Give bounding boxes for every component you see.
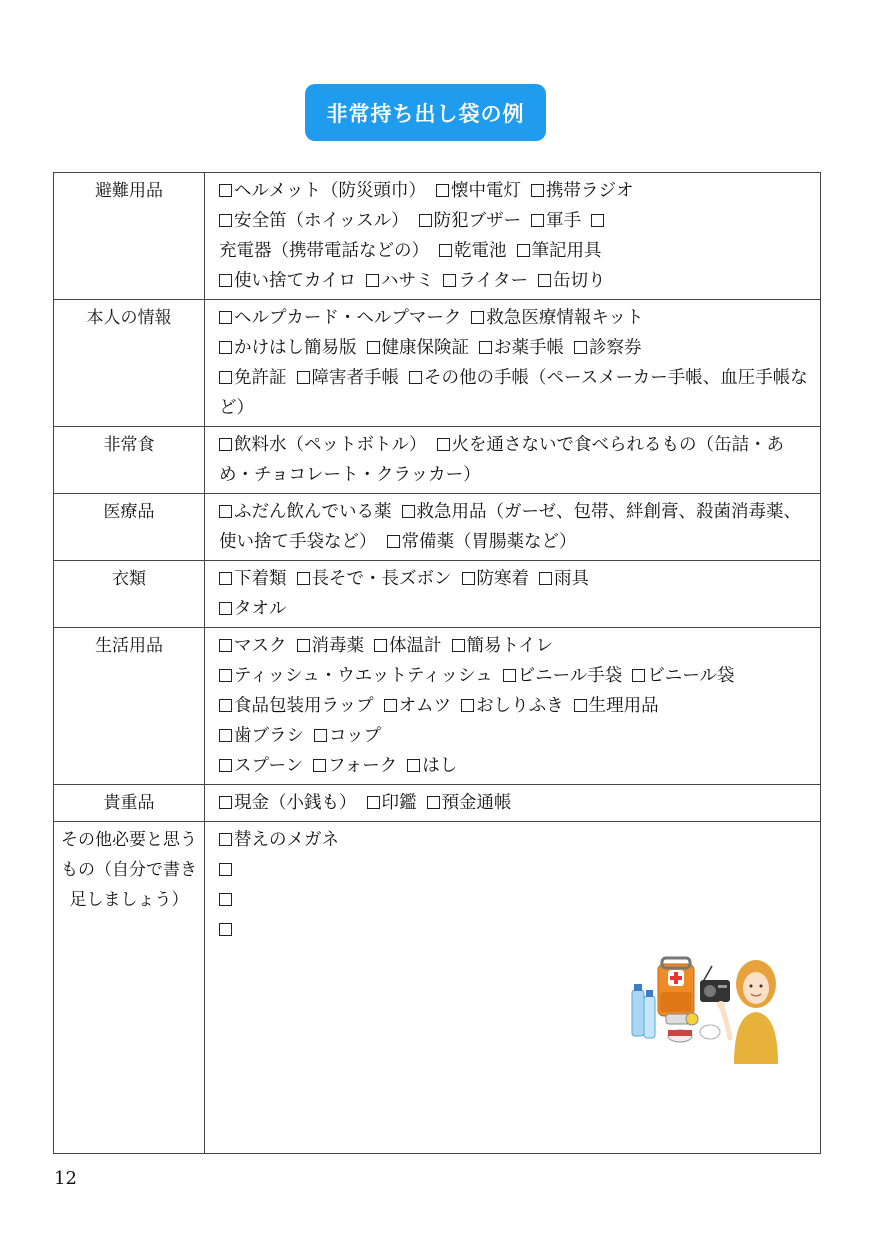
checkbox-icon[interactable] [632,669,645,682]
item-label: ビニール袋 [647,666,735,686]
page-number: 12 [54,1168,77,1189]
item-label: 充電器（携帯電話などの） [219,241,429,261]
item-line [219,631,812,661]
item-label: 筆記用具 [531,241,602,261]
checkbox-icon[interactable] [366,274,379,287]
checkbox-icon[interactable] [384,699,397,712]
item-line [219,594,812,624]
item-line [219,721,812,751]
checkbox-icon[interactable] [219,341,232,354]
item-label: 使い捨てカイロ [234,271,356,291]
checkbox-icon[interactable] [439,244,452,257]
item-label: 歯ブラシ [234,726,304,746]
category-label: 避難用品 [54,173,205,300]
category-label: その他必要と思うもの（自分で書き足しましょう） [54,822,205,1154]
item-line [219,333,812,363]
table-row [54,300,821,427]
item-line [219,363,812,423]
item-label: ヘルメット（防災頭巾） [234,181,426,201]
checkbox-icon[interactable] [297,572,310,585]
item-label: コップ [329,726,382,746]
checkbox-icon[interactable] [591,214,604,227]
item-line [219,497,812,557]
item-label: 雨具 [554,569,589,589]
checkbox-icon[interactable] [219,438,232,451]
checkbox-icon[interactable] [407,759,420,772]
checkbox-icon[interactable] [374,639,387,652]
checkbox-icon[interactable] [462,572,475,585]
checkbox-icon[interactable] [219,505,232,518]
checkbox-icon[interactable] [219,639,232,652]
item-label: 乾電池 [454,241,507,261]
checkbox-icon[interactable] [419,214,432,227]
checkbox-icon[interactable] [219,863,232,876]
category-label: 貴重品 [54,785,205,822]
checkbox-icon[interactable] [517,244,530,257]
checkbox-icon[interactable] [219,184,232,197]
checkbox-icon[interactable] [409,371,422,384]
item-label: はし [422,756,458,776]
item-label: ハサミ [380,271,434,291]
checkbox-icon[interactable] [219,893,232,906]
checkbox-icon[interactable] [479,341,492,354]
item-list [205,785,821,822]
item-label: 体温計 [389,636,442,656]
checkbox-icon[interactable] [471,311,484,324]
item-label: お薬手帳 [494,338,564,358]
item-label: フォーク [328,756,398,776]
item-label: ティッシュ・ウエットティッシュ [234,666,493,686]
item-line [219,788,812,818]
checkbox-icon[interactable] [538,274,551,287]
item-label: 印鑑 [381,793,417,813]
checkbox-icon[interactable] [219,669,232,682]
item-label: ライター [458,271,528,291]
checkbox-icon[interactable] [219,371,232,384]
checkbox-icon[interactable] [219,311,232,324]
checkbox-icon[interactable] [219,602,232,615]
checkbox-icon[interactable] [219,923,232,936]
item-label: 軍手 [546,211,582,231]
checkbox-icon[interactable] [367,796,380,809]
checkbox-icon[interactable] [297,639,310,652]
item-label: 懐中電灯 [450,181,521,201]
item-label: 生理用品 [588,696,659,716]
category-label: 本人の情報 [54,300,205,427]
checkbox-icon[interactable] [367,341,380,354]
item-label: 防犯ブザー [433,211,522,231]
item-line [219,661,812,691]
item-list [205,173,821,300]
category-label: 生活用品 [54,628,205,785]
category-label: 非常食 [54,427,205,494]
checkbox-icon[interactable] [574,341,587,354]
emergency-kit-woman-illustration-icon [630,952,780,1064]
item-label: 預金通帳 [441,793,512,813]
checkbox-icon[interactable] [219,796,232,809]
item-label: 下着類 [234,569,287,589]
item-label: 消毒薬 [311,636,364,656]
checkbox-icon[interactable] [531,214,544,227]
item-label: スプーン [234,756,304,776]
item-label: 防寒着 [476,569,529,589]
item-line [219,751,812,781]
checkbox-icon[interactable] [387,535,400,548]
item-label: 替えのメガネ [234,830,339,850]
item-label: 安全笛（ホイッスル） [234,211,409,231]
checkbox-icon[interactable] [219,699,232,712]
item-list [205,628,821,785]
table-row [54,173,821,300]
item-line [219,825,812,855]
item-label: ふだん飲んでいる薬 [234,502,392,522]
item-label: 救急用品（ガーゼ、包帯、絆創膏、殺菌消毒薬、使い捨て手袋など） [219,502,801,552]
table-row [54,494,821,561]
item-label: 火を通さないで食べられるもの（缶詰・あめ・チョコレート・クラッカー） [219,435,784,485]
checkbox-icon[interactable] [313,759,326,772]
checkbox-icon[interactable] [574,699,587,712]
checkbox-icon[interactable] [219,572,232,585]
category-label: 衣類 [54,561,205,628]
item-label: その他の手帳（ペースメーカー手帳、血圧手帳など） [219,368,808,418]
table-row [54,427,821,494]
item-label: ビニール手袋 [517,666,623,686]
checkbox-icon[interactable] [219,729,232,742]
table-row [54,561,821,628]
item-line [219,176,812,206]
item-line [219,855,812,885]
item-label: 長そで・長ズボン [311,569,452,589]
checkbox-icon[interactable] [539,572,552,585]
checkbox-icon[interactable] [437,438,450,451]
item-label: 常備薬（胃腸薬など） [401,532,577,552]
item-line [219,266,812,296]
item-label: おしりふき [476,696,564,716]
item-label: 缶切り [552,271,606,291]
checkbox-icon[interactable] [503,669,516,682]
checkbox-icon[interactable] [219,274,232,287]
item-label: 簡易トイレ [466,636,554,656]
checkbox-icon[interactable] [402,505,415,518]
item-line [219,885,812,915]
checkbox-icon[interactable] [461,699,474,712]
item-label: 飲料水（ペットボトル） [234,435,427,455]
item-line [219,303,812,333]
checkbox-icon[interactable] [443,274,456,287]
item-label: 障害者手帳 [311,368,399,388]
checkbox-icon[interactable] [452,639,465,652]
checkbox-icon[interactable] [427,796,440,809]
item-list [205,561,821,628]
table-row [54,785,821,822]
table-row [54,628,821,785]
item-line [219,430,812,490]
item-label: 食品包装用ラップ [234,696,374,716]
item-label: ヘルプカード・ヘルプマーク [234,308,462,328]
item-line [219,206,812,266]
checkbox-icon[interactable] [531,184,544,197]
item-line [219,564,812,594]
item-label: 免許証 [234,368,287,388]
checkbox-icon[interactable] [297,371,310,384]
item-line [219,915,812,945]
item-label: オムツ [398,696,452,716]
checkbox-icon[interactable] [314,729,327,742]
page-title: 非常持ち出し袋の例 [305,84,546,141]
item-list [205,427,821,494]
item-line [219,691,812,721]
item-label: タオル [234,599,287,619]
item-label: 健康保険証 [381,338,469,358]
item-label: マスク [234,636,287,656]
checkbox-icon[interactable] [219,214,232,227]
checkbox-icon[interactable] [219,833,232,846]
item-label: 現金（小銭も） [234,793,357,813]
item-label: 診察券 [589,338,642,358]
category-label: 医療品 [54,494,205,561]
item-list [205,494,821,561]
item-list [205,300,821,427]
item-label: 救急医療情報キット [486,308,644,328]
item-label: 携帯ラジオ [545,181,634,201]
checkbox-icon[interactable] [219,759,232,772]
checkbox-icon[interactable] [436,184,449,197]
item-label: かけはし簡易版 [234,338,357,358]
